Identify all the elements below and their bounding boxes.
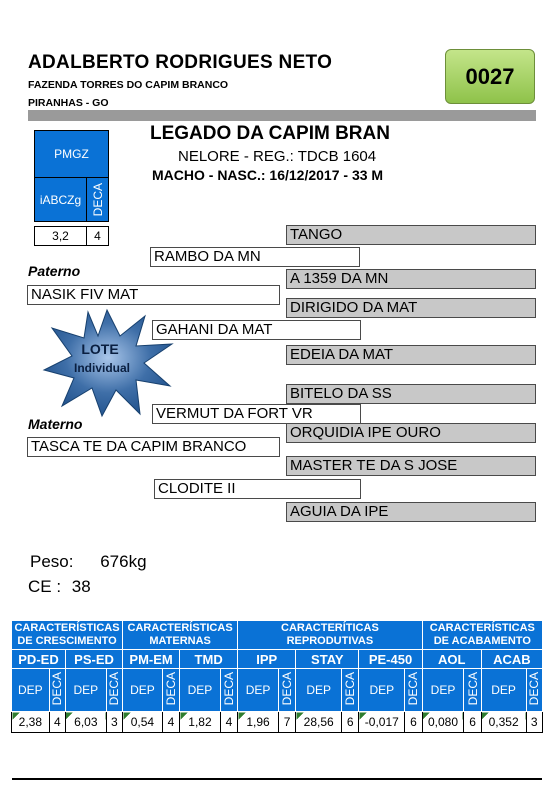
deca-header: DECA — [220, 669, 237, 712]
weight-row — [30, 552, 147, 572]
header-divider — [28, 110, 536, 121]
traits-group-row — [12, 621, 543, 650]
dep-value: 0,352 — [481, 712, 526, 733]
farm-location: PIRANHAS - GO — [28, 97, 109, 109]
maternal-label: Materno — [28, 416, 83, 432]
pedigree-sire-sire: RAMBO DA MN — [150, 247, 360, 267]
deca-header: DECA — [49, 669, 65, 712]
trait-name: ACAB — [481, 650, 542, 669]
dep-header: DEP — [238, 669, 279, 712]
dep-value: 2,38 — [12, 712, 50, 733]
dep-header: DEP — [422, 669, 464, 712]
sex-birth-info: MACHO - NASC.: 16/12/2017 - 33 M — [152, 167, 384, 183]
individual-label: Individual — [73, 361, 131, 375]
deca-value: 4 — [162, 712, 179, 733]
farm-name: FAZENDA TORRES DO CAPIM BRANCO — [28, 79, 229, 91]
pedigree-dam-sire-sire: BITELO DA SS — [286, 384, 536, 404]
iabczg-label: iABCZg — [34, 177, 87, 222]
dep-header: DEP — [359, 669, 405, 712]
group-reprodutivas: CARACTERÍTICAS REPRODUTIVAS — [238, 621, 422, 650]
group-maternas: CARACTERÍSTICAS MATERNAS — [123, 621, 238, 650]
iabczg-value: 3,2 — [34, 226, 87, 246]
pedigree-dam-dam-sire: MASTER TE DA S JOSE — [286, 456, 536, 476]
pedigree-sire-dam-sire: DIRIGIDO DA MAT — [286, 298, 536, 318]
trait-name: PS-ED — [65, 650, 122, 669]
deca-header: DECA — [405, 669, 422, 712]
dep-header: DEP — [296, 669, 342, 712]
traits-subheader-row — [12, 669, 543, 712]
pedigree-dam-dam-dam: AGUIA DA IPE — [286, 502, 536, 522]
weight-unit: kg — [128, 552, 147, 571]
dep-value: 1,82 — [180, 712, 221, 733]
deca-header: DECA — [342, 669, 359, 712]
deca-value: 3 — [526, 712, 542, 733]
group-acabamento: CARACTERÍSTICAS DE ACABAMENTO — [422, 621, 542, 650]
traits-name-row — [12, 650, 543, 669]
trait-name: PE-450 — [359, 650, 422, 669]
owner-name: ADALBERTO RODRIGUES NETO — [28, 52, 333, 73]
dep-value: 6,03 — [65, 712, 106, 733]
pedigree-dam-sire: VERMUT DA FORT VR — [152, 404, 361, 424]
dep-header: DEP — [481, 669, 526, 712]
trait-name: TMD — [180, 650, 238, 669]
trait-name: IPP — [238, 650, 296, 669]
deca-header: DECA — [526, 669, 542, 712]
deca-value: 7 — [278, 712, 295, 733]
trait-name: PM-EM — [123, 650, 180, 669]
pedigree-sire-sire-sire: TANGO — [286, 225, 536, 245]
dep-value: 28,56 — [296, 712, 342, 733]
deca-value: 6 — [464, 712, 481, 733]
deca-value: 4 — [49, 712, 65, 733]
dep-header: DEP — [123, 669, 163, 712]
dep-header: DEP — [180, 669, 221, 712]
footer-divider — [12, 778, 542, 780]
dep-value: -0,017 — [359, 712, 405, 733]
weight-value: 676 — [100, 552, 129, 571]
pmgz-title: PMGZ — [34, 130, 109, 178]
deca-header: DECA — [278, 669, 295, 712]
lot-number-badge: 0027 — [445, 49, 535, 104]
deca-value: 6 — [342, 712, 359, 733]
animal-name: LEGADO DA CAPIM BRAN — [150, 123, 390, 144]
deca-value: 3 — [106, 712, 122, 733]
ce-label: CE : — [28, 577, 62, 596]
ce-value: 38 — [71, 577, 91, 596]
traits-values-row — [12, 712, 543, 733]
trait-name: STAY — [296, 650, 359, 669]
deca-header: DECA — [162, 669, 179, 712]
trait-name: AOL — [422, 650, 481, 669]
dep-header: DEP — [12, 669, 50, 712]
pedigree-sire-sire-dam: A 1359 DA MN — [286, 269, 536, 289]
paternal-label: Paterno — [28, 263, 81, 279]
trait-name: PD-ED — [12, 650, 66, 669]
deca-header: DECA — [106, 669, 122, 712]
pedigree-dam-sire-dam: ORQUIDIA IPE OURO — [286, 423, 536, 443]
lote-label: LOTE — [81, 341, 119, 357]
weight-label: Peso: — [30, 552, 74, 571]
dep-value: 1,96 — [238, 712, 279, 733]
pedigree-dam: TASCA TE DA CAPIM BRANCO — [27, 437, 280, 457]
pmgz-deca-label: DECA — [86, 177, 109, 222]
pedigree-sire: NASIK FIV MAT — [27, 285, 280, 305]
breed-registration: NELORE - REG.: TDCB 1604 — [178, 148, 377, 165]
dep-value: 0,080 — [422, 712, 464, 733]
pmgz-deca-value: 4 — [86, 226, 109, 246]
group-crescimento: CARACTERÍSTICAS DE CRESCIMENTO — [12, 621, 123, 650]
pedigree-sire-dam: GAHANI DA MAT — [152, 320, 361, 340]
deca-header: DECA — [464, 669, 481, 712]
ce-row — [28, 577, 91, 597]
dep-header: DEP — [65, 669, 106, 712]
pedigree-sire-dam-dam: EDEIA DA MAT — [286, 345, 536, 365]
deca-value: 4 — [220, 712, 237, 733]
dep-value: 0,54 — [123, 712, 163, 733]
deca-value: 6 — [405, 712, 422, 733]
traits-table — [11, 620, 543, 733]
pedigree-dam-dam: CLODITE II — [154, 479, 361, 499]
